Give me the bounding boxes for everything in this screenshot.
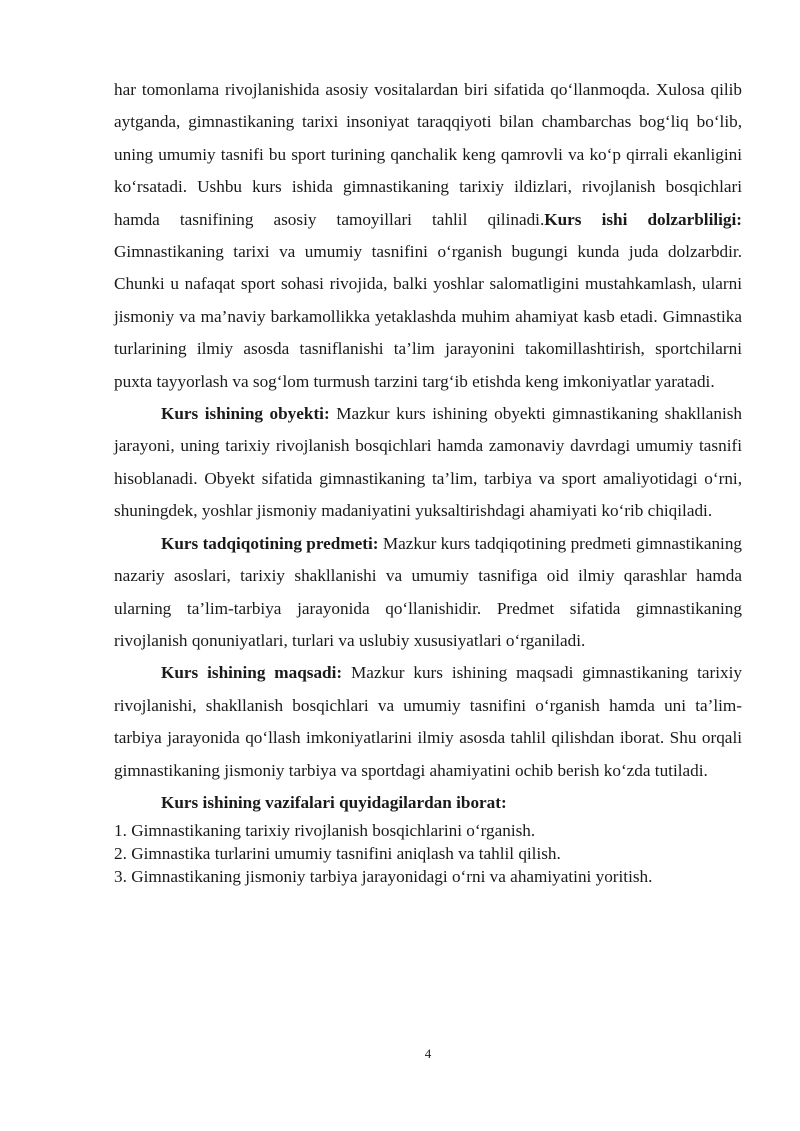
list-item: 1. Gimnastikaning tarixiy rivojlanish bosqichlarini o‘rganish. — [114, 821, 536, 841]
goal-paragraph — [114, 657, 742, 787]
object-paragraph — [114, 398, 742, 528]
list-item: 2. Gimnastika turlarini umumiy tasnifini aniqlash va tahlil qilish. — [114, 844, 561, 864]
document-page — [114, 74, 742, 888]
page-number: 4 — [424, 1046, 432, 1061]
subject-label: Kurs tadqiqotining predmeti: — [161, 533, 379, 553]
relevance-text: Gimnastikaning tarixi va umumiy tasnifini o‘rganish bugungi kunda juda dolzarbdir. Chunki u nafaqat sport sohasi rivojida, balki yoshlar salomatligini mustahkamlash, ularni jismoniy va ma’naviy barkamollikka yetaklashda muhim ahamiyat kasb etadi. Gimnastika turlarining ilmiy asosda tasniflanishi ta’lim jarayonini takomillashtirish, sportchilarni puxta tayyorlash va sog‘lom turmush tarzini targ‘ib etishda keng imkoniyatlar yaratadi. — [114, 242, 742, 391]
intro-text: har tomonlama rivojlanishida asosiy vositalardan biri sifatida qo‘llanmoqda. Xulosa qilib aytganda, gimnastikaning tarixi insoniyat taraqqiyoti bilan chambarchas bog‘liq bo‘lib, uning umumiy tasnifi bu sport turining qanchalik keng qamrovli va ko‘p qirrali ekanligini ko‘rsatadi. Ushbu kurs ishida gimnastikaning tarixiy ildizlari, rivojlanish bosqichlari hamda tasnifining asosiy tamoyillari tahlil qilinadi. — [114, 80, 742, 229]
subject-paragraph — [114, 528, 742, 658]
object-label: Kurs ishining obyekti: — [161, 404, 330, 424]
subject-text: Mazkur kurs tadqiqotining predmeti gimnastikaning nazariy asoslari, tarixiy shakllanishi va umumiy tasnifiga oid ilmiy qarashlar hamda ularning ta’lim-tarbiya jarayonida qo‘llanishidir. Predmet sifatida gimnastikaning rivojlanish qonuniyatlari, turlari va uslubiy xususiyatlari o‘rganiladi. — [114, 533, 743, 650]
relevance-label: Kurs ishi dolzarbliligi: — [544, 209, 742, 229]
intro-paragraph — [114, 74, 742, 398]
object-text: Mazkur kurs ishining obyekti gimnastikaning shakllanish jarayoni, uning tarixiy rivojlanish bosqichlari hamda zamonaviy davrdagi umumiy tasnifi hisoblanadi. Obyekt sifatida gimnastikaning ta’lim, tarbiya va sport amaliyotidagi o‘rni, shuningdek, yoshlar jismoniy madaniyatini yuksaltirishdagi ahamiyati ko‘rib chiqiladi. — [114, 404, 742, 521]
tasks-heading: Kurs ishining vazifalari quyidagilardan iborat: — [161, 792, 507, 812]
goal-text: Mazkur kurs ishining maqsadi gimnastikaning tarixiy rivojlanishi, shakllanish bosqichlari va umumiy tasnifini o‘rganish hamda uni ta’lim-tarbiya jarayonida qo‘llash imkoniyatlarini ilmiy asosda tahlil qilishdan iborat. Shu orqali gimnastikaning jismoniy tarbiya va sportdagi ahamiyatini ochib berish ko‘zda tutiladi. — [114, 663, 743, 780]
tasks-list — [114, 819, 742, 888]
list-item: 3. Gimnastikaning jismoniy tarbiya jarayonidagi o‘rni va ahamiyatini yoritish. — [114, 867, 653, 887]
goal-label: Kurs ishining maqsadi: — [161, 663, 343, 683]
